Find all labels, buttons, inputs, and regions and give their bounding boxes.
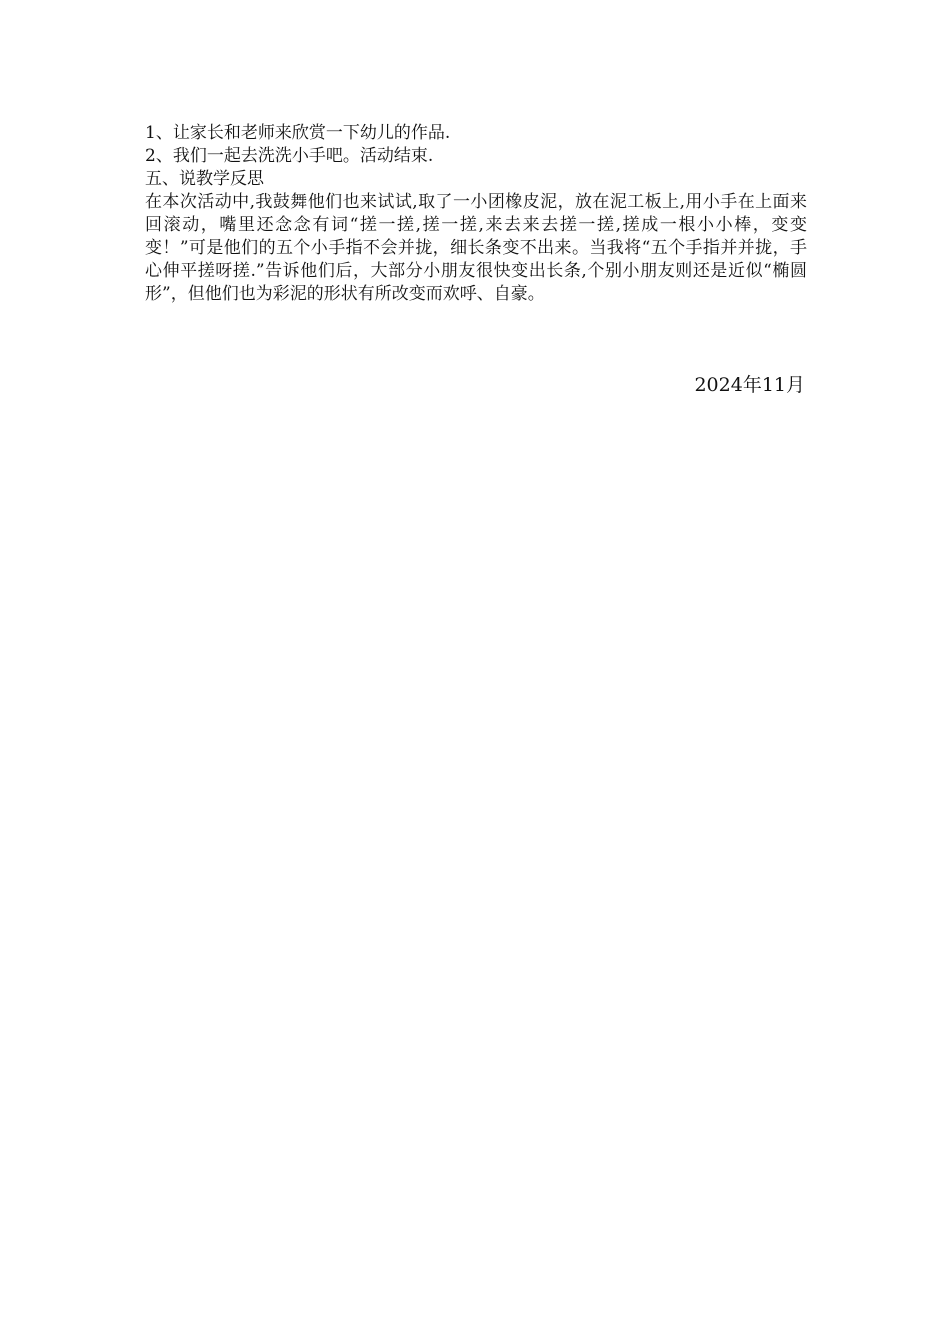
activity-step-2: 2、我们一起去洗洗小手吧。活动结束. <box>145 146 434 166</box>
document-body <box>145 122 807 306</box>
section-heading-reflection: 五、说教学反思 <box>145 169 264 189</box>
reflection-paragraph: 在本次活动中,我鼓舞他们也来试试,取了一小团橡皮泥，放在泥工板上,用小手在上面来回滚动，嘴里还念念有词“搓一搓,搓一搓,来去来去搓一搓,搓成一根小小棒，变变变！”可是他们的五个小手指不会并拢，细长条变不出来。当我将“五个手指并并拢，手心伸平搓呀搓.”告诉他们后，大部分小朋友很快变出长条,个别小朋友则还是近似“椭圆形”，但他们也为彩泥的形状有所改变而欢呼、自豪。 <box>145 192 807 304</box>
activity-step-1: 1、让家长和老师来欣赏一下幼儿的作品. <box>145 123 451 143</box>
document-date: 2024年11月 <box>694 374 805 396</box>
